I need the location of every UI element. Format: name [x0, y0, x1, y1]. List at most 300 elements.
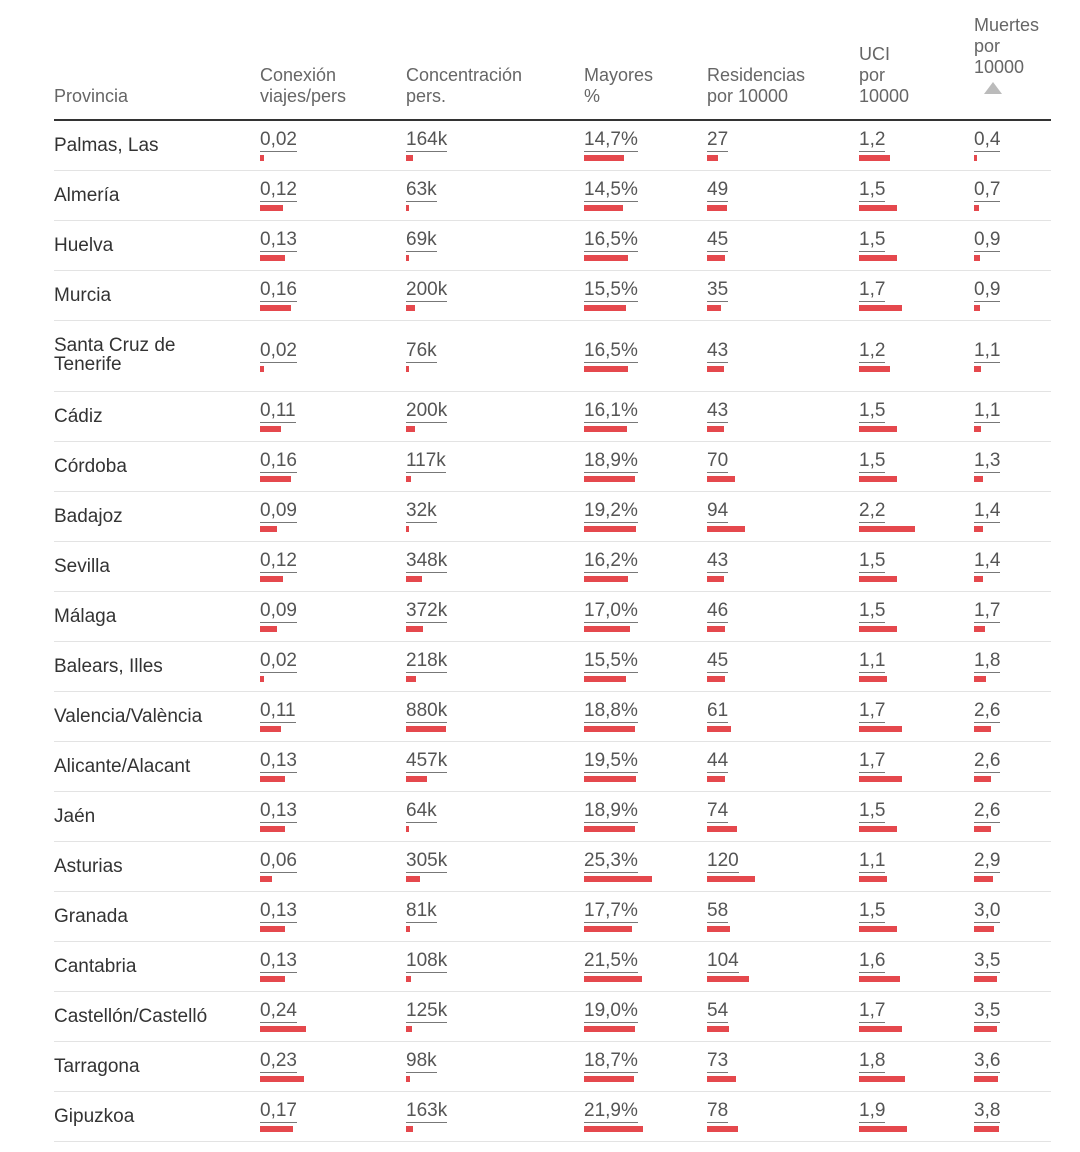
concentracion-bar: [406, 876, 420, 882]
mayores-bar: [584, 476, 635, 482]
province-name: Málaga: [54, 606, 117, 627]
mayores-value: 18,9%: [584, 800, 638, 821]
cell-uci: [859, 230, 897, 261]
residencias-value: 61: [707, 700, 729, 721]
uci-value: 1,2: [859, 129, 886, 150]
cell-mayores: [584, 801, 638, 832]
cell-uci: [859, 341, 890, 372]
cell-mayores: [584, 401, 638, 432]
conexion-bar: [260, 526, 277, 532]
residencias-bar: [707, 926, 730, 932]
header-residencias[interactable]: Residencias por 10000: [707, 65, 806, 106]
cell-residencias: [707, 751, 728, 782]
concentracion-bar: [406, 255, 409, 261]
mayores-value: 18,8%: [584, 700, 638, 721]
cell-conexion: [260, 1051, 304, 1082]
uci-bar: [859, 676, 887, 682]
mayores-value: 16,1%: [584, 400, 638, 421]
cell-uci: [859, 1051, 905, 1082]
conexion-bar: [260, 776, 285, 782]
uci-bar: [859, 155, 890, 161]
cell-mayores: [584, 701, 638, 732]
cell-conexion: [260, 651, 297, 682]
table-row: [0, 392, 1080, 442]
uci-value: 1,7: [859, 279, 886, 300]
conexion-value: 0,17: [260, 1100, 297, 1121]
cell-mayores: [584, 651, 638, 682]
cell-muertes: [974, 341, 1000, 372]
mayores-value: 15,5%: [584, 279, 638, 300]
muertes-bar: [974, 1026, 997, 1032]
cell-residencias: [707, 451, 735, 482]
muertes-value: 0,9: [974, 279, 1001, 300]
cell-mayores: [584, 501, 638, 532]
residencias-value: 43: [707, 400, 729, 421]
mayores-bar: [584, 926, 632, 932]
cell-concentracion: [406, 751, 447, 782]
uci-bar: [859, 776, 902, 782]
cell-residencias: [707, 1051, 736, 1082]
muertes-bar: [974, 676, 986, 682]
cell-conexion: [260, 951, 297, 982]
cell-concentracion: [406, 701, 447, 732]
table-row: [0, 542, 1080, 592]
residencias-bar: [707, 366, 724, 372]
uci-bar: [859, 726, 902, 732]
residencias-bar: [707, 726, 731, 732]
cell-concentracion: [406, 851, 447, 882]
cell-uci: [859, 1001, 902, 1032]
conexion-value: 0,02: [260, 129, 297, 150]
conexion-bar: [260, 155, 264, 161]
mayores-value: 16,5%: [584, 229, 638, 250]
uci-value: 1,6: [859, 950, 886, 971]
concentracion-value: 218k: [406, 650, 448, 671]
uci-value: 1,7: [859, 700, 886, 721]
cell-residencias: [707, 801, 737, 832]
residencias-value: 27: [707, 129, 729, 150]
mayores-bar: [584, 205, 623, 211]
residencias-value: 73: [707, 1050, 729, 1071]
cell-concentracion: [406, 401, 447, 432]
uci-value: 2,2: [859, 500, 886, 521]
mayores-bar: [584, 876, 652, 882]
cell-muertes: [974, 1101, 1000, 1132]
concentracion-value: 457k: [406, 750, 448, 771]
cell-conexion: [260, 901, 297, 932]
cell-conexion: [260, 1101, 297, 1132]
concentracion-bar: [406, 676, 416, 682]
cell-muertes: [974, 130, 1000, 161]
uci-value: 1,5: [859, 400, 886, 421]
header-conexion[interactable]: Conexión viajes/pers: [260, 65, 347, 106]
cell-conexion: [260, 280, 297, 311]
province-name: Jaén: [54, 806, 96, 827]
cell-muertes: [974, 401, 1000, 432]
concentracion-value: 117k: [406, 450, 446, 471]
residencias-value: 45: [707, 229, 729, 250]
muertes-value: 3,0: [974, 900, 1001, 921]
mayores-bar: [584, 826, 635, 832]
cell-uci: [859, 501, 915, 532]
province-name: Córdoba: [54, 456, 127, 477]
residencias-bar: [707, 676, 725, 682]
conexion-value: 0,06: [260, 850, 297, 871]
concentracion-value: 880k: [406, 700, 448, 721]
mayores-bar: [584, 526, 636, 532]
mayores-value: 21,9%: [584, 1100, 638, 1121]
mayores-value: 18,7%: [584, 1050, 638, 1071]
mayores-value: 16,2%: [584, 550, 638, 571]
cell-concentracion: [406, 551, 447, 582]
muertes-bar: [974, 976, 997, 982]
muertes-value: 3,5: [974, 1000, 1001, 1021]
cell-concentracion: [406, 1001, 447, 1032]
cell-concentracion: [406, 130, 447, 161]
cell-residencias: [707, 130, 728, 161]
concentracion-value: 108k: [406, 950, 448, 971]
cell-residencias: [707, 1101, 738, 1132]
mayores-value: 14,5%: [584, 179, 638, 200]
conexion-bar: [260, 976, 285, 982]
cell-mayores: [584, 341, 638, 372]
cell-mayores: [584, 551, 638, 582]
province-name: Palmas, Las: [54, 135, 159, 156]
conexion-value: 0,16: [260, 450, 297, 471]
mayores-bar: [584, 1026, 635, 1032]
concentracion-value: 63k: [406, 179, 437, 200]
muertes-value: 1,1: [974, 400, 1001, 421]
mayores-bar: [584, 676, 626, 682]
mayores-value: 15,5%: [584, 650, 638, 671]
muertes-bar: [974, 1076, 998, 1082]
cell-mayores: [584, 280, 638, 311]
header-concentracion[interactable]: Concentración pers.: [406, 65, 523, 106]
uci-value: 1,7: [859, 750, 886, 771]
residencias-value: 74: [707, 800, 729, 821]
muertes-value: 3,8: [974, 1100, 1001, 1121]
muertes-bar: [974, 626, 985, 632]
residencias-value: 78: [707, 1100, 729, 1121]
province-name: Gipuzkoa: [54, 1106, 135, 1127]
residencias-bar: [707, 205, 727, 211]
cell-residencias: [707, 701, 731, 732]
cell-muertes: [974, 180, 1000, 211]
uci-value: 1,5: [859, 179, 886, 200]
cell-conexion: [260, 801, 297, 832]
cell-muertes: [974, 280, 1000, 311]
uci-value: 1,5: [859, 229, 886, 250]
cell-conexion: [260, 451, 297, 482]
residencias-value: 58: [707, 900, 729, 921]
cell-conexion: [260, 751, 297, 782]
conexion-bar: [260, 205, 283, 211]
cell-mayores: [584, 451, 638, 482]
muertes-value: 0,9: [974, 229, 1001, 250]
table-row: [0, 792, 1080, 842]
residencias-value: 44: [707, 750, 729, 771]
conexion-value: 0,09: [260, 500, 297, 521]
residencias-bar: [707, 155, 718, 161]
concentracion-bar: [406, 926, 410, 932]
cell-concentracion: [406, 901, 437, 932]
residencias-bar: [707, 305, 721, 311]
conexion-value: 0,13: [260, 800, 297, 821]
cell-residencias: [707, 180, 728, 211]
conexion-bar: [260, 676, 264, 682]
muertes-value: 2,6: [974, 750, 1001, 771]
residencias-bar: [707, 1026, 729, 1032]
conexion-value: 0,12: [260, 179, 297, 200]
residencias-bar: [707, 826, 737, 832]
conexion-bar: [260, 1026, 306, 1032]
cell-muertes: [974, 551, 1000, 582]
table-row: [0, 1042, 1080, 1092]
province-name: Valencia/València: [54, 706, 203, 727]
uci-bar: [859, 876, 887, 882]
uci-value: 1,8: [859, 1050, 886, 1071]
conexion-bar: [260, 826, 285, 832]
mayores-value: 19,0%: [584, 1000, 638, 1021]
conexion-value: 0,12: [260, 550, 297, 571]
muertes-bar: [974, 876, 993, 882]
cell-uci: [859, 551, 897, 582]
residencias-bar: [707, 876, 755, 882]
mayores-bar: [584, 366, 628, 372]
province-name: Murcia: [54, 285, 112, 306]
province-name: Cantabria: [54, 956, 137, 977]
cell-uci: [859, 951, 900, 982]
mayores-value: 18,9%: [584, 450, 638, 471]
concentracion-bar: [406, 305, 415, 311]
cell-muertes: [974, 601, 1000, 632]
residencias-bar: [707, 626, 725, 632]
conexion-value: 0,13: [260, 750, 297, 771]
cell-concentracion: [406, 801, 437, 832]
cell-muertes: [974, 901, 1000, 932]
residencias-bar: [707, 255, 725, 261]
mayores-bar: [584, 426, 627, 432]
concentracion-value: 305k: [406, 850, 448, 871]
concentracion-value: 200k: [406, 279, 448, 300]
cell-concentracion: [406, 651, 447, 682]
province-name: Almería: [54, 185, 120, 206]
concentracion-value: 69k: [406, 229, 437, 250]
conexion-bar: [260, 576, 283, 582]
cell-mayores: [584, 901, 638, 932]
uci-value: 1,5: [859, 800, 886, 821]
mayores-bar: [584, 1126, 643, 1132]
table-row: [0, 642, 1080, 692]
cell-muertes: [974, 801, 1000, 832]
province-name: Castellón/Castelló: [54, 1006, 208, 1027]
concentracion-bar: [406, 526, 409, 532]
mayores-bar: [584, 155, 624, 161]
muertes-bar: [974, 155, 977, 161]
province-name: Alicante/Alacant: [54, 756, 191, 777]
concentracion-value: 98k: [406, 1050, 437, 1071]
cell-uci: [859, 280, 902, 311]
cell-mayores: [584, 1001, 638, 1032]
muertes-bar: [974, 576, 983, 582]
conexion-value: 0,13: [260, 229, 297, 250]
uci-bar: [859, 476, 897, 482]
conexion-bar: [260, 926, 285, 932]
cell-conexion: [260, 1001, 306, 1032]
mayores-bar: [584, 255, 628, 261]
cell-residencias: [707, 401, 728, 432]
cell-uci: [859, 601, 897, 632]
concentracion-bar: [406, 205, 409, 211]
table-row: [0, 171, 1080, 221]
header-mayores[interactable]: Mayores %: [584, 65, 654, 106]
table-row: [0, 592, 1080, 642]
table-row: [0, 221, 1080, 271]
province-name: Sevilla: [54, 556, 110, 577]
uci-bar: [859, 626, 897, 632]
uci-bar: [859, 576, 897, 582]
conexion-bar: [260, 1076, 304, 1082]
header-muertes-wrap[interactable]: [974, 15, 1039, 94]
muertes-value: 1,8: [974, 650, 1001, 671]
uci-value: 1,5: [859, 600, 886, 621]
table-row: [0, 121, 1080, 171]
cell-muertes: [974, 1001, 1000, 1032]
conexion-bar: [260, 626, 277, 632]
uci-value: 1,5: [859, 550, 886, 571]
cell-muertes: [974, 451, 1000, 482]
table-row: [0, 842, 1080, 892]
table-row: [0, 492, 1080, 542]
uci-bar: [859, 366, 890, 372]
cell-muertes: [974, 701, 1000, 732]
concentracion-bar: [406, 976, 411, 982]
residencias-value: 49: [707, 179, 729, 200]
uci-value: 1,1: [859, 650, 886, 671]
uci-bar: [859, 205, 897, 211]
cell-uci: [859, 451, 897, 482]
cell-conexion: [260, 701, 296, 732]
uci-value: 1,5: [859, 450, 886, 471]
muertes-bar: [974, 205, 979, 211]
mayores-value: 19,2%: [584, 500, 638, 521]
cell-conexion: [260, 180, 297, 211]
cell-mayores: [584, 1101, 643, 1132]
cell-concentracion: [406, 501, 437, 532]
conexion-bar: [260, 255, 285, 261]
header-uci[interactable]: UCI por 10000: [859, 44, 910, 106]
cell-mayores: [584, 601, 638, 632]
cell-mayores: [584, 180, 638, 211]
cell-uci: [859, 130, 890, 161]
residencias-value: 43: [707, 550, 729, 571]
cell-conexion: [260, 401, 296, 432]
concentracion-bar: [406, 826, 409, 832]
cell-uci: [859, 751, 902, 782]
province-name: Granada: [54, 906, 128, 927]
cell-mayores: [584, 1051, 638, 1082]
province-name: Santa Cruz de Tenerife: [54, 335, 176, 375]
conexion-value: 0,16: [260, 279, 297, 300]
uci-value: 1,1: [859, 850, 886, 871]
uci-bar: [859, 1026, 902, 1032]
muertes-bar: [974, 526, 983, 532]
concentracion-bar: [406, 1126, 413, 1132]
table-row: [0, 271, 1080, 321]
residencias-value: 45: [707, 650, 729, 671]
table-row: [0, 1092, 1080, 1142]
residencias-bar: [707, 1076, 736, 1082]
cell-concentracion: [406, 1101, 447, 1132]
mayores-bar: [584, 776, 636, 782]
concentracion-value: 81k: [406, 900, 437, 921]
cell-muertes: [974, 651, 1000, 682]
conexion-bar: [260, 1126, 293, 1132]
mayores-value: 19,5%: [584, 750, 638, 771]
province-name: Tarragona: [54, 1056, 140, 1077]
muertes-value: 0,7: [974, 179, 1001, 200]
uci-value: 1,5: [859, 900, 886, 921]
conexion-value: 0,02: [260, 340, 297, 361]
cell-muertes: [974, 751, 1000, 782]
uci-bar: [859, 826, 897, 832]
conexion-value: 0,09: [260, 600, 297, 621]
cell-uci: [859, 651, 887, 682]
mayores-value: 17,7%: [584, 900, 638, 921]
cell-uci: [859, 180, 897, 211]
muertes-value: 1,4: [974, 500, 1001, 521]
muertes-bar: [974, 776, 991, 782]
uci-bar: [859, 255, 897, 261]
row-divider: [54, 1141, 1051, 1142]
residencias-value: 70: [707, 450, 729, 471]
mayores-bar: [584, 305, 626, 311]
cell-muertes: [974, 1051, 1000, 1082]
concentracion-bar: [406, 155, 413, 161]
cell-residencias: [707, 341, 728, 372]
cell-mayores: [584, 130, 638, 161]
cell-uci: [859, 1101, 907, 1132]
muertes-value: 1,7: [974, 600, 1001, 621]
concentracion-bar: [406, 426, 415, 432]
header-muertes: Muertes por 10000: [974, 15, 1040, 77]
table-row: [0, 442, 1080, 492]
conexion-value: 0,23: [260, 1050, 297, 1071]
concentracion-bar: [406, 726, 446, 732]
cell-residencias: [707, 1001, 729, 1032]
cell-mayores: [584, 851, 652, 882]
muertes-bar: [974, 366, 981, 372]
table-row: [0, 742, 1080, 792]
residencias-value: 94: [707, 500, 729, 521]
muertes-bar: [974, 255, 980, 261]
table-row: [0, 942, 1080, 992]
header-provincia[interactable]: Provincia: [54, 86, 129, 106]
residencias-value: 46: [707, 600, 729, 621]
mayores-value: 25,3%: [584, 850, 638, 871]
muertes-bar: [974, 726, 991, 732]
concentracion-bar: [406, 476, 411, 482]
uci-bar: [859, 305, 902, 311]
residencias-bar: [707, 426, 724, 432]
cell-uci: [859, 401, 897, 432]
muertes-bar: [974, 826, 991, 832]
cell-conexion: [260, 501, 297, 532]
cell-residencias: [707, 230, 728, 261]
uci-value: 1,2: [859, 340, 886, 361]
muertes-bar: [974, 926, 994, 932]
mayores-value: 14,7%: [584, 129, 638, 150]
